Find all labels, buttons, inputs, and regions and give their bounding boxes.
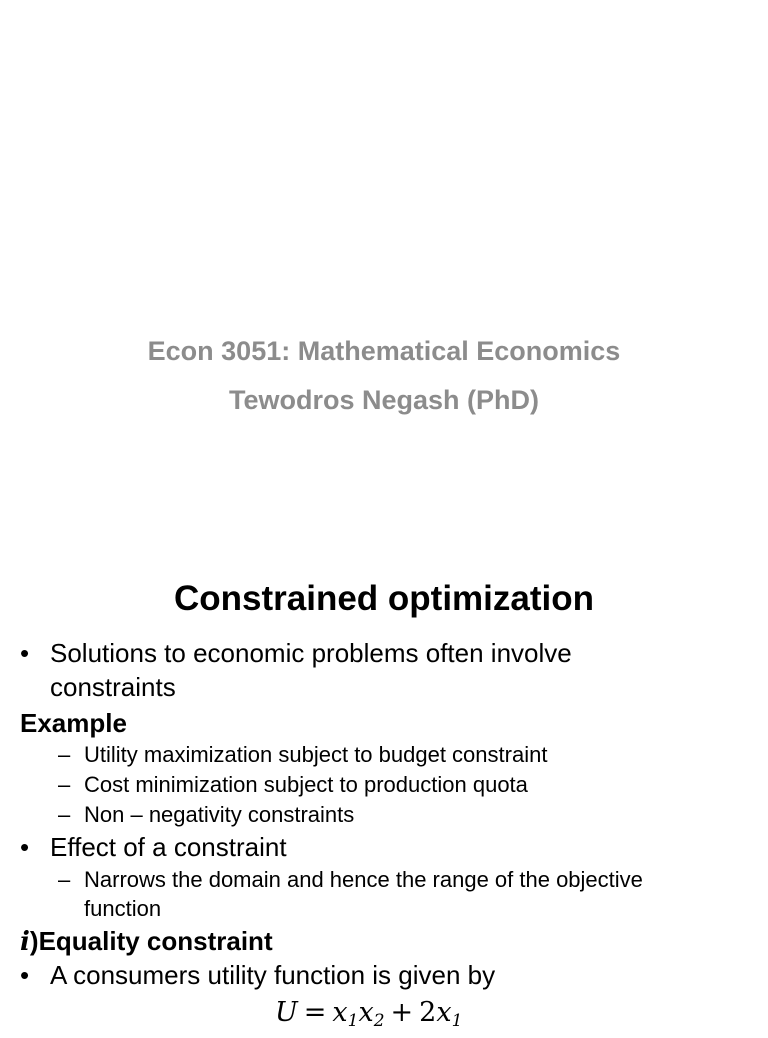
dash-icon: – <box>58 742 71 767</box>
sub-item: Non – negativity constraints <box>84 802 355 827</box>
bullet-text: A consumers utility function is given by <box>50 960 496 990</box>
bullet-icon: • <box>20 960 30 990</box>
section-label-text: Equality constraint <box>38 926 273 956</box>
example-label: Example <box>20 708 127 738</box>
author-name: Tewodros Negash (PhD) <box>228 385 540 415</box>
section-label <box>20 926 273 957</box>
bullet-icon: • <box>20 638 30 668</box>
dash-icon: – <box>58 802 71 827</box>
section-paren: ) <box>29 926 39 956</box>
sub-item: Cost minimization subject to production quota <box>84 772 528 797</box>
bullet-text: Solutions to economic problems often involve <box>50 638 572 668</box>
bullet-icon: • <box>20 832 30 862</box>
section-marker: i <box>20 927 30 957</box>
utility-equation: $U = x_1x_2 + 2x_1$ <box>275 997 463 1031</box>
dash-icon: – <box>58 772 71 797</box>
course-title: Econ 3051: Mathematical Economics <box>147 336 621 366</box>
bullet-text-continuation: constraints <box>50 672 176 702</box>
sub-item: Utility maximization subject to budget constraint <box>84 742 548 767</box>
slide-heading: Constrained optimization <box>174 579 594 618</box>
sub-item: Narrows the domain and hence the range of the objective <box>84 867 643 892</box>
sub-item-continuation: function <box>84 896 162 921</box>
dash-icon: – <box>58 867 71 892</box>
bullet-text: Effect of a constraint <box>50 832 287 862</box>
